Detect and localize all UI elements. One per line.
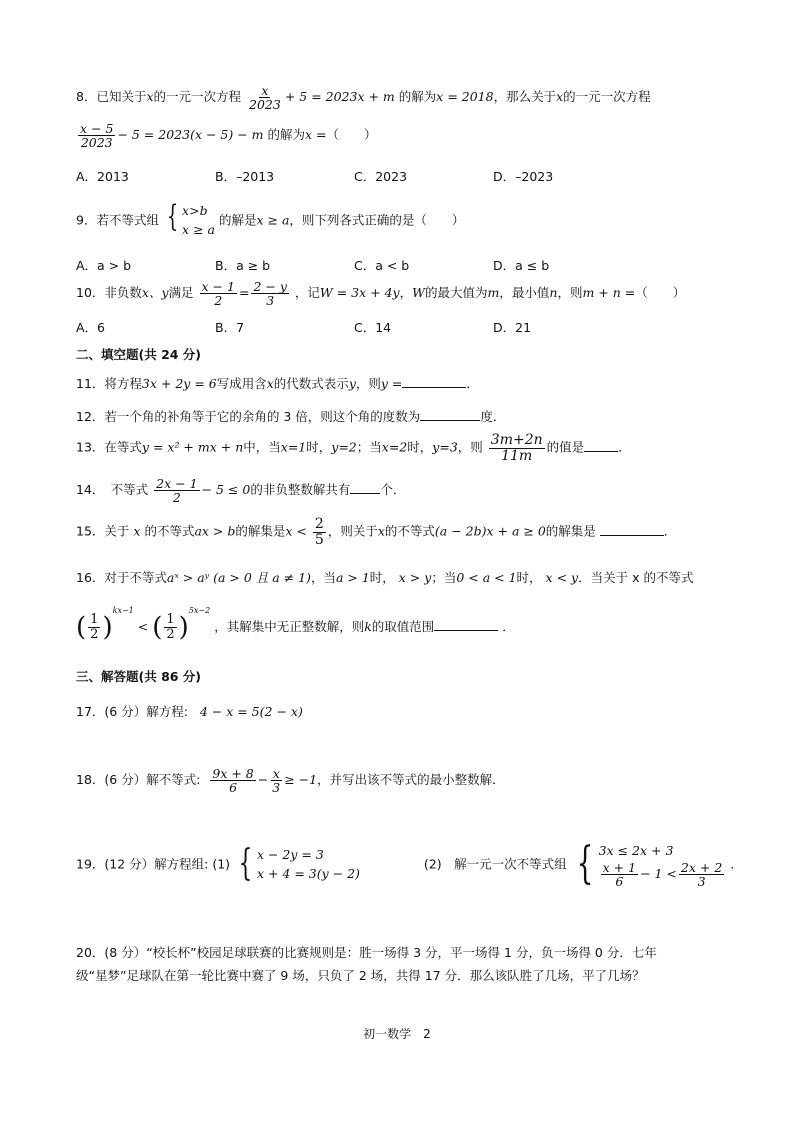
q9-text: 9．若不等式组: [76, 212, 159, 228]
denominator: 5: [314, 531, 324, 548]
q19-text: .: [730, 856, 735, 872]
q9-line: [76, 199, 465, 240]
exponent: kx−1: [112, 606, 134, 615]
condition: 0 < a < 1: [456, 570, 517, 585]
q11-line: [76, 374, 479, 392]
denominator: 2: [166, 627, 175, 642]
q15-text: ．: [663, 523, 677, 539]
q16-text: 的取值范围: [371, 619, 435, 634]
fraction: [251, 280, 288, 307]
condition: y=2: [331, 439, 357, 455]
equation: + 5 = 2023x + m: [284, 89, 395, 105]
expr: m + n =: [582, 285, 636, 301]
expr: W = 3x + 4y: [319, 285, 400, 301]
q18-text: ，并写出该不等式的最小整数解．: [317, 772, 505, 788]
numerator: x: [261, 83, 269, 98]
equation: − 5 = 2023(x − 5) − m: [117, 127, 264, 143]
choice-d: D．a ≤ b: [493, 258, 550, 273]
numerator: x − 1: [201, 279, 235, 294]
var: n: [549, 285, 558, 301]
fraction: [247, 84, 283, 111]
answer-blank[interactable]: [402, 387, 466, 388]
system-row: x ≥ a: [182, 221, 215, 237]
q15-text: 的解集是: [235, 523, 286, 539]
q11-text: ，则: [355, 376, 381, 391]
condition: x=1: [280, 439, 307, 455]
q10-text: ，: [399, 285, 413, 301]
numerator: 9x + 8: [212, 766, 254, 781]
var: x: [377, 523, 385, 539]
choice-b: B．7: [215, 320, 245, 335]
q16-text: ，其解集中无正整数解，则: [214, 619, 365, 634]
condition: a > 1: [335, 570, 370, 585]
q14-line: [76, 477, 405, 504]
fraction: [200, 280, 237, 307]
q10-text: 的最大值为: [424, 285, 488, 301]
numerator: 2: [314, 516, 324, 532]
choice-c: C．2023: [354, 169, 408, 184]
q15-text: 的解集是: [545, 523, 596, 539]
numerator: 1: [90, 612, 99, 628]
denominator: 2023: [80, 135, 113, 151]
q9-text: 的解是: [218, 212, 257, 228]
q13-text: ．: [618, 439, 631, 455]
system-row: x>b: [182, 203, 208, 218]
inequality: aˣ > aʸ (a > 0 且 a ≠ 1): [166, 570, 311, 585]
inequality: − 1 <: [640, 865, 677, 881]
q13-text: 时，: [306, 439, 332, 455]
numerator: 3m+2n: [490, 432, 543, 448]
fraction: [78, 122, 115, 149]
q8-text: ，那么关于: [493, 89, 557, 105]
q10-text: 满足: [168, 285, 194, 301]
var: x: [146, 89, 154, 105]
q13-text: 的值是: [546, 439, 585, 455]
q14-text: 14． 不等式: [76, 482, 149, 498]
q16-line1: [76, 568, 693, 586]
fraction: [88, 613, 100, 641]
q16-text: ．当关于 x 的不等式: [578, 570, 694, 585]
choice-d: D．–2023: [493, 169, 554, 184]
q16-line2: ( $\frac{1}{2}$ )$^{kx-1}$ < ( $\frac{1}{2}$ )$^{5x-2}$ ，其解集中无正整数解，则k的取值范围 ．: [76, 606, 515, 643]
answer-blank[interactable]: [584, 451, 618, 452]
q11-text: ．: [466, 376, 479, 391]
q17-line: [76, 702, 303, 720]
q20-line2: 级“星梦”足球队在第一轮比赛中赛了 9 场，只负了 2 场，共得 17 分．那么该队胜了几场，平了几场？: [76, 968, 645, 983]
page-footer: 初一数学 2: [363, 1027, 431, 1041]
q13-text: 中，当: [243, 439, 281, 455]
q20-line1: 20．(8 分）“校长杯”校园足球联赛的比赛规则是：胜一场得 3 分，平一场得 1 分，负一场得 0 分．七年: [76, 945, 657, 960]
q13-line: [76, 433, 631, 463]
q10-text: 10．非负数: [76, 285, 142, 301]
q14-text: 个．: [380, 482, 406, 498]
inequality: ≥ −1: [284, 772, 318, 788]
var: k: [364, 619, 372, 634]
q16-text: 16．对于不等式: [76, 570, 167, 585]
q19-line: [76, 838, 735, 889]
choice-a: A．6: [76, 320, 106, 335]
q15-text: 的不等式: [384, 523, 435, 539]
denominator: 2023: [249, 97, 281, 113]
answer-blank[interactable]: [350, 493, 380, 494]
q11-text: 11．将方程: [76, 376, 142, 391]
fraction: [210, 767, 255, 794]
inequality: (a − 2b)x + a ≥ 0: [434, 523, 546, 539]
denominator: 2: [172, 490, 181, 506]
answer-paren: （ ）: [326, 127, 377, 143]
numerator: 2 − y: [253, 279, 287, 294]
choice-a: A．2013: [76, 169, 129, 184]
q16-text: ，当: [310, 570, 336, 585]
q8-text: 的一元一次方程: [153, 89, 242, 105]
q9-choices: [76, 256, 636, 274]
var: x: [133, 523, 141, 539]
condition: x < y: [545, 570, 579, 585]
denominator: 2: [90, 627, 99, 642]
denominator: 6: [229, 780, 238, 796]
numerator: x + 1: [602, 859, 637, 875]
numerator: x: [272, 766, 280, 781]
answer-lhs: y =: [380, 376, 403, 391]
inequality-system: { x>b x ≥ a: [163, 202, 215, 240]
q12-text: 度．: [480, 409, 506, 424]
fraction: [679, 861, 724, 888]
denominator: 6: [615, 873, 624, 889]
minus: −: [257, 772, 269, 788]
q11-text: 写成用含: [216, 376, 267, 391]
var: x: [266, 376, 274, 391]
answer-blank[interactable]: [600, 535, 664, 536]
q15-text: 的不等式: [144, 523, 195, 539]
q16-text: 时，: [516, 570, 542, 585]
q16-text: ；当: [431, 570, 457, 585]
section-heading: 三、解答题(共 86 分): [76, 669, 202, 684]
answer-blank[interactable]: [434, 630, 498, 631]
var: m: [487, 285, 500, 301]
fraction: [270, 767, 282, 794]
answer-lhs: x =: [305, 127, 327, 143]
system-row: x − 2y = 3: [256, 847, 324, 863]
answer-paren: （ ）: [635, 285, 686, 301]
solution: x = 2018: [436, 89, 494, 105]
equals: =: [238, 285, 250, 301]
q17-text: 17．(6 分）解方程:: [76, 704, 188, 719]
choice-b: B．a ≥ b: [215, 258, 271, 273]
q13-text: ，则: [457, 439, 483, 455]
q18-text: 18．(6 分）解不等式:: [76, 772, 201, 788]
q8-text: 8．已知关于: [76, 89, 147, 105]
q11-text: 的代数式表示: [273, 376, 349, 391]
q8-text: 的一元一次方程: [563, 89, 651, 105]
choice-c: C．14: [354, 320, 392, 335]
q8-choices: [76, 167, 636, 185]
q8-line1: [76, 84, 651, 111]
q12-line: [76, 407, 505, 425]
q8-text: 的解为: [267, 127, 306, 143]
q15-text: 15．关于: [76, 523, 130, 539]
q19-text: (2) 解一元一次不等式组: [423, 856, 567, 872]
q15-text: ，则关于: [327, 523, 378, 539]
denominator: 3: [266, 293, 275, 309]
q10-text: ，则: [557, 285, 583, 301]
q13-text: 13．在等式: [76, 439, 142, 455]
choice-b: B．–2013: [215, 169, 275, 184]
q16-text: 时，: [369, 570, 395, 585]
var: y: [348, 376, 356, 391]
equation-system: { x − 2y = 3 x + 4 = 3(y − 2): [238, 843, 360, 885]
vars: x、y: [141, 285, 169, 301]
system-row: 3x ≤ 2x + 3: [598, 843, 674, 858]
numerator: 2x + 2: [680, 859, 723, 875]
solution: x <: [285, 523, 307, 539]
exponent: 5x−2: [188, 606, 211, 615]
denominator: 11m: [501, 447, 533, 464]
q19-text: 19．(12 分）解方程组: (1): [76, 856, 231, 872]
fraction: [601, 861, 638, 888]
numerator: 2x − 1: [156, 476, 198, 491]
solution: x ≥ a: [256, 212, 290, 228]
denominator: 2: [214, 293, 223, 309]
q16-text: ．: [502, 619, 515, 634]
q10-text: ，记: [294, 285, 320, 301]
choice-d: D．21: [493, 320, 532, 335]
condition: x > y: [398, 570, 432, 585]
q8-text: 的解为: [398, 89, 437, 105]
equation: y = x² + mx + n: [141, 439, 244, 455]
denominator: 3: [272, 780, 281, 796]
system-row: [599, 861, 727, 888]
numerator: 1: [166, 612, 175, 628]
equation: 3x + 2y = 6: [141, 376, 217, 391]
section-heading: 二、填空题(共 24 分): [76, 347, 202, 362]
fraction: [489, 433, 545, 463]
q10-text: ，最小值: [499, 285, 550, 301]
q15-line: [76, 517, 676, 547]
q13-text: 时，: [407, 439, 433, 455]
q18-line: [76, 767, 505, 794]
choice-c: C．a < b: [354, 258, 410, 273]
fraction: [164, 613, 176, 641]
fraction: [313, 517, 326, 547]
inequality-system: { 3x ≤ 2x + 3 $\frac{x + 1}{6}$ − 1 < $\frac{2x + 2}{3}$: [571, 842, 727, 888]
q9-text: ，则下列各式正确的是（ ）: [289, 212, 465, 228]
numerator: x − 5: [80, 121, 114, 136]
q10-choices: [76, 318, 636, 336]
q8-line2: [76, 122, 377, 149]
less-than: <: [137, 619, 149, 634]
denominator: 3: [697, 873, 706, 889]
system-row: x + 4 = 3(y − 2): [256, 866, 360, 881]
equation: 4 − x = 5(2 − x): [199, 704, 303, 719]
inequality: − 5 ≤ 0: [201, 482, 251, 498]
condition: y=3: [432, 439, 458, 455]
q12-text: 12．若一个角的补角等于它的余角的 3 倍，则这个角的度数为: [76, 409, 421, 424]
var: x: [556, 89, 564, 105]
q10-line: [76, 280, 685, 307]
choice-a: A．a > b: [76, 258, 132, 273]
fraction: [154, 477, 199, 504]
answer-blank[interactable]: [420, 420, 480, 421]
q13-text: ；当: [356, 439, 382, 455]
var: W: [412, 285, 425, 301]
inequality: ax > b: [194, 523, 236, 539]
q14-text: 的非负整数解共有: [250, 482, 351, 498]
condition: x=2: [381, 439, 408, 455]
